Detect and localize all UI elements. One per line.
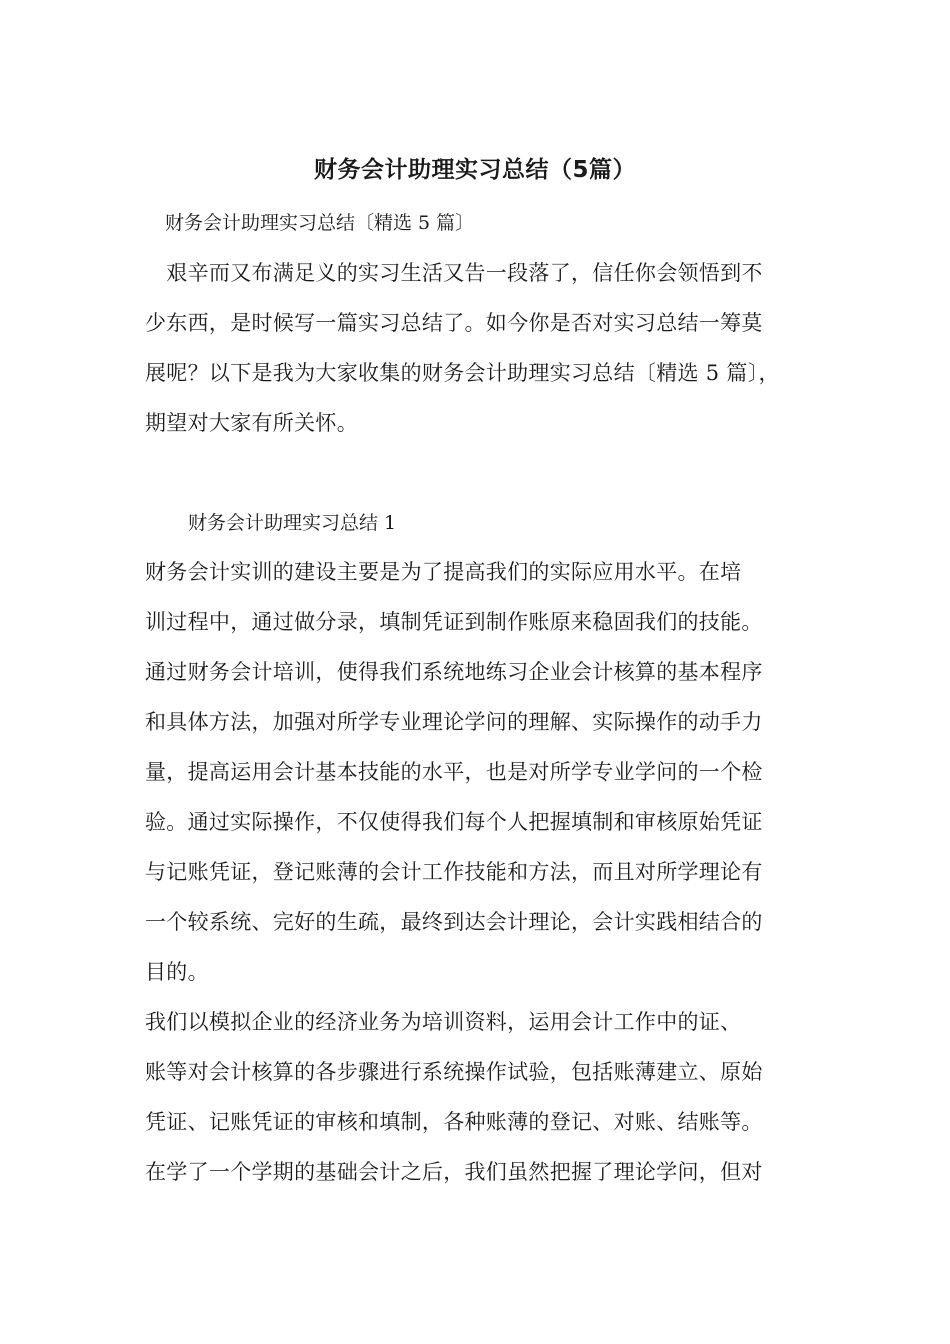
document-subtitle: 财务会计助理实习总结〔精选 5 篇〕 xyxy=(165,212,475,234)
document-title: 财务会计助理实习总结（5篇） xyxy=(313,157,636,183)
intro-line: 少东西，是时候写一篇实习总结了。如今你是否对实习总结一筹莫 xyxy=(145,311,763,335)
section1-paragraph-2 xyxy=(145,997,820,1197)
paragraph-line: 训过程中，通过做分录，填制凭证到制作账原来稳固我们的技能。 xyxy=(145,610,763,634)
paragraph-line: 与记账凭证，登记账薄的会计工作技能和方法，而且对所学理论有 xyxy=(145,860,763,884)
intro-paragraph xyxy=(145,248,820,448)
section-heading-1: 财务会计助理实习总结 1 xyxy=(188,512,397,534)
intro-line: 期望对大家有所关怀。 xyxy=(145,411,358,435)
intro-line: 艰辛而又布满足义的实习生活又告一段落了，信任你会领悟到不 xyxy=(145,261,763,285)
paragraph-line: 财务会计实训的建设主要是为了提高我们的实际应用水平。在培 xyxy=(145,560,742,584)
paragraph-line: 在学了一个学期的基础会计之后，我们虽然把握了理论学问，但对 xyxy=(145,1160,763,1184)
section1-paragraph-1 xyxy=(145,547,820,997)
paragraph-line: 账等对会计核算的各步骤进行系统操作试验，包括账薄建立、原始 xyxy=(145,1060,763,1084)
paragraph-line: 验。通过实际操作，不仅使得我们每个人把握填制和审核原始凭证 xyxy=(145,810,763,834)
paragraph-line: 我们以模拟企业的经济业务为培训资料，运用会计工作中的证、 xyxy=(145,1010,742,1034)
paragraph-line: 通过财务会计培训，使得我们系统地练习企业会计核算的基本程序 xyxy=(145,660,763,684)
intro-line: 展呢？以下是我为大家收集的财务会计助理实习总结〔精选 5 篇〕， xyxy=(145,361,780,385)
paragraph-line: 和具体方法，加强对所学专业理论学问的理解、实际操作的动手力 xyxy=(145,710,763,734)
paragraph-line: 凭证、记账凭证的审核和填制，各种账薄的登记、对账、结账等。 xyxy=(145,1110,763,1134)
paragraph-line: 目的。 xyxy=(145,960,209,984)
paragraph-line: 一个较系统、完好的生疏，最终到达会计理论，会计实践相结合的 xyxy=(145,910,763,934)
paragraph-line: 量，提高运用会计基本技能的水平，也是对所学专业学问的一个检 xyxy=(145,760,763,784)
